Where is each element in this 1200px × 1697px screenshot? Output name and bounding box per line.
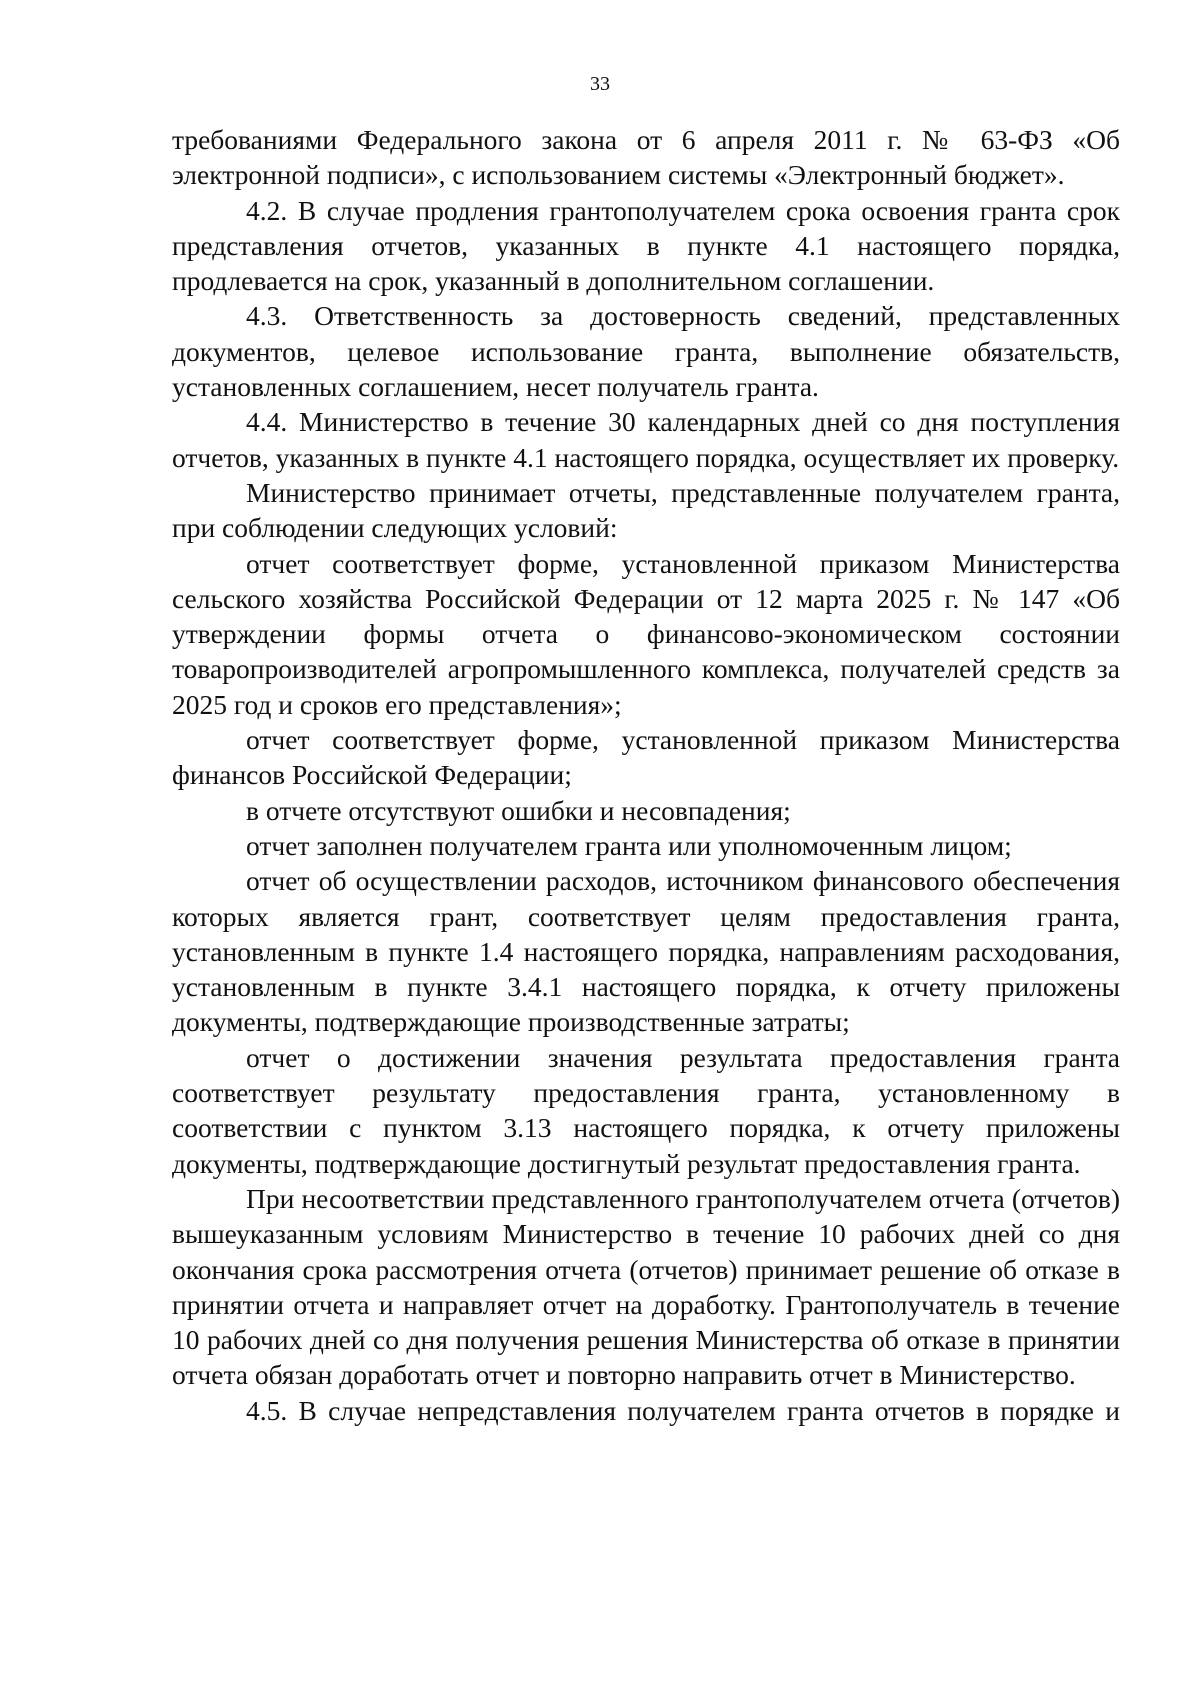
page-number: 33	[590, 73, 610, 95]
paragraph-condition-2: отчет соответствует форме, установленной приказом Министерства финансов Российской Федерации;	[172, 724, 1120, 791]
paragraph-clause-4-2: 4.2. В случае продления грантополучателем срока освоения гранта срок представления отчетов, указанных в пункте 4.1 настоящего порядка, продлевается на срок, указанный в дополнительном соглашении.	[172, 194, 1120, 297]
paragraph-clause-4-5: 4.5. В случае непредставления получателем гранта отчетов в порядке и	[246, 1394, 1120, 1426]
paragraph-condition-6: отчет о достижении значения результата предоставления гранта соответствует результату предоставления гранта, установленному в соответствии с пунктом 3.13 настоящего порядка, к отчету приложены документы, подтверждающие достигнутый результат предоставления гранта.	[172, 1041, 1120, 1179]
paragraph-continuation: требованиями Федерального закона от 6 апреля 2011 г. № 63-ФЗ «Об электронной подписи», с использованием системы «Электронный бюджет».	[172, 124, 1120, 191]
paragraph-rejection: При несоответствии представленного грантополучателем отчета (отчетов) вышеуказанным условиям Министерство в течение 10 рабочих дней со дня окончания срока рассмотрения отчета (отчетов) принимает решение об отказе в принятии отчета и направляет отчет на доработку. Грантополучатель в течение 10 рабочих дней со дня получения решения Министерства об отказе в принятии отчета обязан доработать отчет и повторно направить отчет в Министерство.	[172, 1182, 1120, 1391]
paragraph-condition-1: отчет соответствует форме, установленной приказом Министерства сельского хозяйства Российской Федерации от 12 марта 2025 г. № 147 «Об утверждении формы отчета о финансово-экономическом состоянии товаропроизводителей агропромышленного комплекса, получателей средств за 2025 год и сроков его представления»;	[172, 547, 1120, 720]
paragraph-conditions-intro: Министерство принимает отчеты, представленные получателем гранта, при соблюдении следующих условий:	[172, 476, 1120, 544]
paragraph-condition-5: отчет об осуществлении расходов, источником финансового обеспечения которых является грант, соответствует целям предоставления гранта, установленным в пункте 1.4 настоящего порядка, направлениям расходования, установленным в пункте 3.4.1 настоящего порядка, к отчету приложены документы, подтверждающие производственные затраты;	[172, 865, 1120, 1038]
paragraph-condition-3: в отчете отсутствуют ошибки и несовпадения;	[246, 794, 791, 826]
paragraph-clause-4-3: 4.3. Ответственность за достоверность сведений, представленных документов, целевое использование гранта, выполнение обязательств, установленных соглашением, несет получатель гранта.	[172, 300, 1120, 403]
paragraph-condition-4: отчет заполнен получателем гранта или уполномоченным лицом;	[246, 829, 1012, 861]
paragraph-clause-4-4: 4.4. Министерство в течение 30 календарных дней со дня поступления отчетов, указанных в пункте 4.1 настоящего порядка, осуществляет их проверку.	[172, 406, 1120, 473]
document-body	[172, 122, 1120, 1428]
